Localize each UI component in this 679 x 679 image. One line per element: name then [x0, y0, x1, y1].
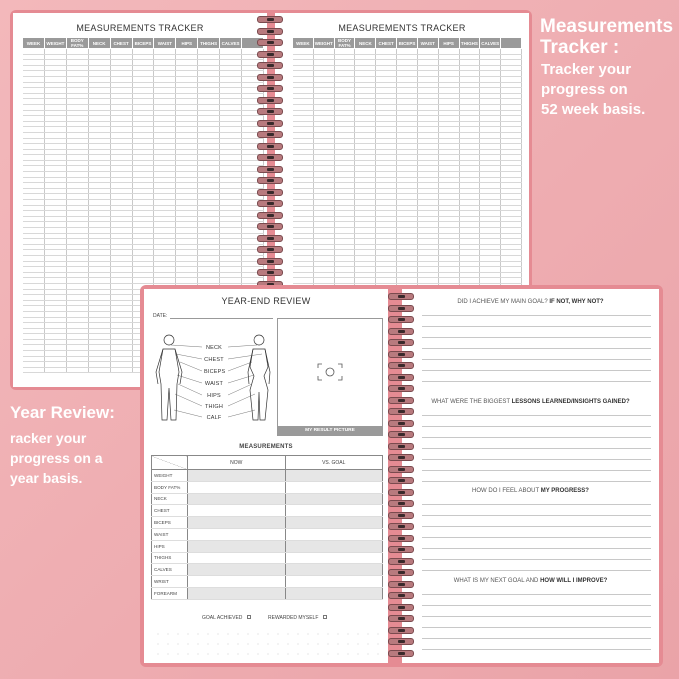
spiral-ring — [388, 454, 414, 461]
review-row — [152, 587, 383, 599]
spiral-ring — [388, 546, 414, 553]
review-measurements-table — [151, 455, 383, 600]
tracker-col-header: WEIGHT — [313, 38, 334, 49]
review-goal-cell[interactable] — [285, 481, 383, 493]
col-goal: VS. GOAL — [285, 456, 383, 470]
review-row-label: BODY FAT% — [152, 481, 188, 493]
tracker-right-title: MEASUREMENTS TRACKER — [338, 23, 466, 33]
writing-line — [422, 470, 651, 471]
spiral-ring — [257, 39, 283, 46]
spiral-ring — [388, 638, 414, 645]
writing-line — [422, 481, 651, 482]
tracker-col-header: WEEK — [293, 38, 314, 49]
spiral-ring — [388, 627, 414, 634]
question-1: DID I ACHIEVE MY MAIN GOAL? IF NOT, WHY NOT? — [457, 299, 604, 305]
side-heading-line1: Measurements — [540, 16, 674, 37]
question-3: HOW DO I FEEL ABOUT MY PROGRESS? — [472, 488, 589, 494]
bottom-spiral-binding — [388, 293, 414, 663]
writing-line — [422, 537, 651, 538]
spiral-ring — [388, 558, 414, 565]
year-review-body — [10, 428, 103, 488]
review-now-cell[interactable] — [188, 481, 286, 493]
spiral-ring — [257, 143, 283, 150]
review-now-cell[interactable] — [188, 587, 286, 599]
review-now-cell[interactable] — [188, 564, 286, 576]
result-picture-caption: MY RESULT PICTURE — [278, 426, 382, 435]
review-goal-cell[interactable] — [285, 576, 383, 588]
spiral-ring — [388, 650, 414, 657]
tracker-col-header: BODY FAT% — [334, 38, 355, 49]
tracker-col-header: WAIST — [417, 38, 438, 49]
spiral-ring — [388, 466, 414, 473]
date-label: DATE: — [153, 313, 168, 319]
writing-line — [422, 616, 651, 617]
top-spiral-binding — [257, 16, 283, 286]
spiral-ring — [388, 604, 414, 611]
spiral-ring — [257, 154, 283, 161]
review-goal-cell[interactable] — [285, 470, 383, 482]
spiral-ring — [388, 374, 414, 381]
spiral-ring — [388, 316, 414, 323]
spiral-ring — [388, 615, 414, 622]
side-heading-top — [540, 16, 673, 58]
body-part-label: BICEPS — [204, 369, 226, 375]
side-body-top — [541, 60, 645, 120]
spiral-ring — [388, 477, 414, 484]
review-row — [152, 517, 383, 529]
tracker-cell[interactable] — [44, 367, 66, 373]
spiral-ring — [388, 408, 414, 415]
review-row-label: WEIGHT — [152, 470, 188, 482]
review-row-label: BICEPS — [152, 517, 188, 529]
question-2: WHAT WERE THE BIGGEST LESSONS LEARNED/INSIGHTS GAINED? — [431, 399, 630, 405]
writing-line — [422, 504, 651, 505]
writing-line — [422, 381, 651, 382]
questions-page — [402, 289, 659, 663]
tracker-col-header: CALVES — [220, 38, 242, 49]
review-row — [152, 493, 383, 505]
spiral-ring — [257, 28, 283, 35]
review-goal-cell[interactable] — [285, 517, 383, 529]
spiral-ring — [388, 443, 414, 450]
spiral-ring — [388, 385, 414, 392]
review-row-label: WRIST — [152, 576, 188, 588]
rewarded-text: REWARDED MYSELF — [268, 615, 319, 621]
spiral-ring — [388, 351, 414, 358]
writing-line — [422, 459, 651, 460]
spiral-ring — [257, 200, 283, 207]
spiral-ring — [257, 120, 283, 127]
writing-line — [422, 605, 651, 606]
review-row — [152, 576, 383, 588]
writing-line — [422, 448, 651, 449]
spiral-ring — [257, 166, 283, 173]
writing-line — [422, 594, 651, 595]
spiral-ring — [388, 581, 414, 588]
review-now-cell[interactable] — [188, 540, 286, 552]
review-row-label: CHEST — [152, 505, 188, 517]
review-goal-cell[interactable] — [285, 540, 383, 552]
tracker-col-header: BODY FAT% — [66, 38, 88, 49]
spiral-ring — [257, 74, 283, 81]
review-row-label: FOREARM — [152, 587, 188, 599]
writing-line — [422, 638, 651, 639]
spiral-ring — [257, 62, 283, 69]
review-table-corner — [152, 456, 188, 470]
spiral-ring — [257, 189, 283, 196]
review-goal-cell[interactable] — [285, 528, 383, 540]
review-row-label: NECK — [152, 493, 188, 505]
body-part-label: CALF — [206, 415, 222, 421]
review-row-label: WAIST — [152, 528, 188, 540]
measurements-title: MEASUREMENTS — [239, 444, 293, 450]
review-row — [152, 505, 383, 517]
review-goal-cell[interactable] — [285, 505, 383, 517]
result-picture-box — [277, 318, 383, 436]
writing-line — [422, 415, 651, 416]
spiral-ring — [257, 177, 283, 184]
tracker-col-header: BICEPS — [132, 38, 154, 49]
spiral-ring — [388, 592, 414, 599]
spiral-ring — [257, 108, 283, 115]
spiral-ring — [257, 246, 283, 253]
spiral-ring — [257, 131, 283, 138]
spiral-ring — [388, 535, 414, 542]
writing-line — [422, 515, 651, 516]
year-review-line2: progress on a — [10, 450, 103, 466]
review-now-cell[interactable] — [188, 552, 286, 564]
review-row-label: CALVES — [152, 564, 188, 576]
writing-line — [422, 627, 651, 628]
spiral-ring — [257, 235, 283, 242]
side-body-line3: 52 week basis. — [541, 101, 646, 118]
tracker-cell[interactable] — [110, 367, 132, 373]
spiral-ring — [388, 339, 414, 346]
spiral-ring — [388, 362, 414, 369]
dot-grid — [153, 629, 383, 659]
spiral-ring — [388, 523, 414, 530]
rewarded-label — [268, 615, 327, 621]
spiral-ring — [388, 569, 414, 576]
goal-achieved-text: GOAL ACHIEVED — [202, 615, 243, 621]
year-review-line1: racker your — [10, 430, 87, 446]
writing-line — [422, 526, 651, 527]
review-now-cell[interactable] — [188, 517, 286, 529]
spiral-ring — [257, 223, 283, 230]
body-part-label: WAIST — [204, 381, 224, 387]
tracker-col-header: NECK — [88, 38, 110, 49]
review-row — [152, 564, 383, 576]
spiral-ring — [388, 328, 414, 335]
review-row — [152, 540, 383, 552]
tracker-col-header: WEEK — [23, 38, 45, 49]
writing-line — [422, 559, 651, 560]
spiral-ring — [388, 500, 414, 507]
spiral-ring — [388, 305, 414, 312]
review-goal-cell[interactable] — [285, 552, 383, 564]
spiral-ring — [257, 258, 283, 265]
writing-line — [422, 570, 651, 571]
tracker-col-header: THIGHS — [198, 38, 220, 49]
review-row — [152, 481, 383, 493]
writing-line — [422, 359, 651, 360]
spiral-ring — [388, 431, 414, 438]
year-review-heading: Year Review: — [10, 403, 115, 422]
writing-line — [422, 337, 651, 338]
spiral-ring — [257, 212, 283, 219]
writing-line — [422, 326, 651, 327]
spiral-ring — [257, 269, 283, 276]
tracker-col-header: WEIGHT — [44, 38, 66, 49]
review-row-label: HIPS — [152, 540, 188, 552]
goal-achieved-checkbox[interactable] — [247, 615, 251, 619]
review-row — [152, 470, 383, 482]
review-now-cell[interactable] — [188, 493, 286, 505]
side-body-line2: progress on — [541, 81, 628, 98]
camera-icon — [316, 362, 344, 382]
review-title: YEAR-END REVIEW — [221, 296, 311, 306]
spiral-ring — [388, 420, 414, 427]
review-row-label: THIGHS — [152, 552, 188, 564]
tracker-col-header: BICEPS — [397, 38, 418, 49]
writing-line — [422, 370, 651, 371]
tracker-col-header: NECK — [355, 38, 376, 49]
tracker-left-title: MEASUREMENTS TRACKER — [76, 23, 204, 33]
review-goal-cell[interactable] — [285, 564, 383, 576]
review-goal-cell[interactable] — [285, 493, 383, 505]
rewarded-checkbox[interactable] — [323, 615, 327, 619]
body-part-label: THIGH — [204, 404, 224, 410]
question-4: WHAT IS MY NEXT GOAL AND HOW WILL I IMPROVE? — [453, 578, 608, 584]
writing-line — [422, 315, 651, 316]
col-now: NOW — [188, 456, 286, 470]
side-heading-line2: Tracker : — [540, 37, 620, 58]
writing-line — [422, 649, 651, 650]
spiral-ring — [388, 293, 414, 300]
body-part-label: CHEST — [204, 357, 224, 363]
tracker-col-header-blank — [501, 38, 522, 49]
spiral-ring — [388, 397, 414, 404]
review-page — [144, 289, 388, 663]
writing-line — [422, 548, 651, 549]
review-row — [152, 528, 383, 540]
body-part-label: HIPS — [207, 393, 221, 399]
review-row — [152, 552, 383, 564]
writing-line — [422, 437, 651, 438]
spiral-ring — [257, 16, 283, 23]
tracker-cell[interactable] — [23, 367, 45, 373]
writing-line — [422, 426, 651, 427]
year-review-line3: year basis. — [10, 470, 83, 486]
body-part-label: NECK — [205, 345, 223, 351]
tracker-cell[interactable] — [66, 367, 88, 373]
tracker-col-header: CHEST — [110, 38, 132, 49]
date-line — [170, 318, 273, 319]
writing-line — [422, 348, 651, 349]
review-goal-cell[interactable] — [285, 587, 383, 599]
tracker-col-header: HIPS — [438, 38, 459, 49]
tracker-col-header: HIPS — [176, 38, 198, 49]
spiral-ring — [388, 512, 414, 519]
review-now-cell[interactable] — [188, 505, 286, 517]
spiral-ring — [388, 489, 414, 496]
spiral-ring — [257, 51, 283, 58]
side-body-line1: Tracker your — [541, 61, 632, 78]
review-now-cell[interactable] — [188, 576, 286, 588]
tracker-col-header: CHEST — [376, 38, 397, 49]
goal-achieved-label — [202, 615, 251, 621]
tracker-cell[interactable] — [88, 367, 110, 373]
spiral-ring — [257, 85, 283, 92]
spiral-ring — [257, 97, 283, 104]
tracker-col-header: THIGHS — [459, 38, 480, 49]
review-now-cell[interactable] — [188, 528, 286, 540]
review-now-cell[interactable] — [188, 470, 286, 482]
tracker-col-header: WAIST — [154, 38, 176, 49]
tracker-col-header: CALVES — [480, 38, 501, 49]
